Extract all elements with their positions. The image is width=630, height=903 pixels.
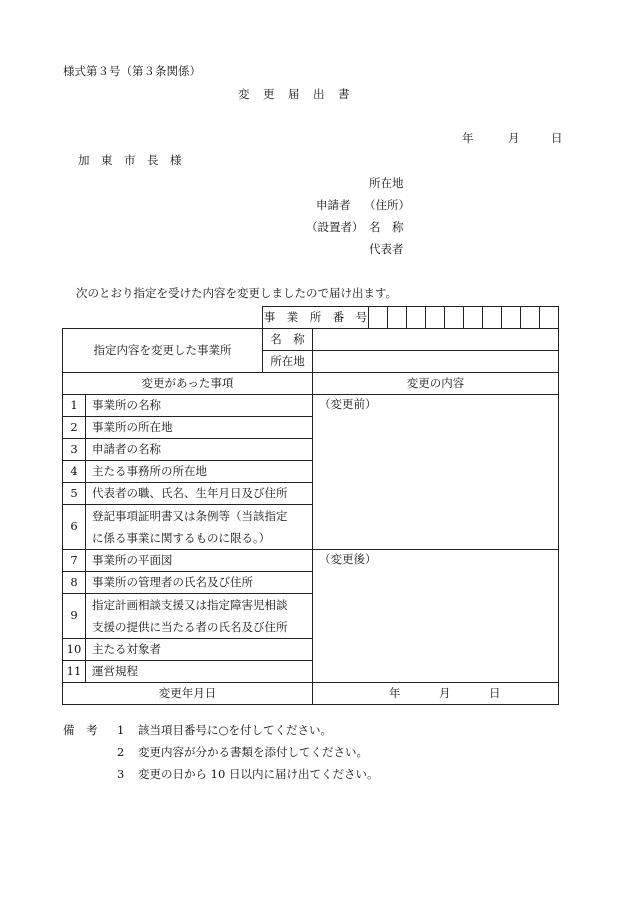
item-text: 主たる対象者 [86,639,313,661]
item-number[interactable]: 7 [63,550,86,572]
document-title: 変 更 届 出 書 [238,87,351,101]
item-text: 事業所の管理者の氏名及び住所 [86,572,313,594]
after-change-field[interactable] [313,550,559,683]
item-number[interactable]: 11 [63,661,86,683]
office-name-field[interactable] [313,329,559,351]
applicant-name-label: 名 称 [369,220,404,234]
item-text [86,505,313,550]
change-date-day: 日 [489,686,501,700]
item-text: 申請者の名称 [86,439,313,461]
item-text-line: 指定計画相談支援又は指定障害児相談 [92,598,288,612]
form-number: 様式第３号（第３条関係） [63,64,201,78]
note-text: 該当項目番号に○を付してください。 [138,723,333,737]
office-number-digit-box[interactable] [521,307,540,329]
item-text-line: 登記事項証明書又は条例等（当該指定 [92,509,288,523]
office-number-digit-box[interactable] [426,307,445,329]
office-number-digit-box[interactable] [388,307,407,329]
office-number-digit-box[interactable] [502,307,521,329]
installer-label: （設置者） [306,220,364,234]
item-number[interactable]: 9 [63,594,86,639]
before-change-field[interactable] [313,395,559,550]
applicant-label: 申請者 [316,198,351,212]
change-date-year: 年 [389,686,401,700]
date-month-label: 月 [508,131,520,145]
item-text: 運営規程 [86,661,313,683]
item-number[interactable]: 5 [63,483,86,505]
office-number-digit-box[interactable] [483,307,502,329]
blank-corner [63,307,263,329]
office-number-digit-box[interactable] [369,307,388,329]
after-change-label: （変更後） [319,552,377,566]
applicant-representative-label: 代表者 [369,242,404,256]
office-number-digit-box[interactable] [464,307,483,329]
note-number: 2 [117,745,125,759]
item-number[interactable]: 4 [63,461,86,483]
office-location-field[interactable] [313,351,559,373]
item-text: 主たる事務所の所在地 [86,461,313,483]
change-notification-table [62,306,559,705]
item-text-line: 支援の提供に当たる者の氏名及び住所 [92,620,288,634]
change-content-header: 変更の内容 [313,373,559,395]
item-number[interactable]: 3 [63,439,86,461]
item-text: 事業所の名称 [86,395,313,417]
note-text: 変更の日から 10 日以内に届け出てください。 [138,767,379,781]
office-number-digit-box[interactable] [540,307,559,329]
notes-label: 備 考 [63,723,98,737]
date-day-label: 日 [551,131,563,145]
note-number: 3 [117,767,125,781]
note-text: 変更内容が分かる書類を添付してください。 [138,745,368,759]
changed-items-header: 変更があった事項 [63,373,313,395]
office-number-digit-box[interactable] [445,307,464,329]
applicant-location-label: 所在地 [369,176,404,190]
item-number[interactable]: 8 [63,572,86,594]
before-change-label: （変更前） [319,397,377,411]
item-number[interactable]: 6 [63,505,86,550]
office-changed-label: 指定内容を変更した事業所 [63,329,263,373]
item-text: 代表者の職、氏名、生年月日及び住所 [86,483,313,505]
item-text: 事業所の所在地 [86,417,313,439]
change-date-field[interactable] [313,683,559,705]
office-number-digit-box[interactable] [407,307,426,329]
item-number[interactable]: 10 [63,639,86,661]
office-number-label: 事 業 所 番 号 [263,307,369,329]
applicant-address-label: （住所） [364,198,410,212]
item-number[interactable]: 1 [63,395,86,417]
item-number[interactable]: 2 [63,417,86,439]
intro-text: 次のとおり指定を受けた内容を変更しましたので届け出ます。 [76,286,398,300]
office-name-label: 名 称 [263,329,313,351]
office-location-label: 所在地 [263,351,313,373]
item-text [86,594,313,639]
addressee: 加 東 市 長 様 [78,153,182,167]
change-date-label: 変更年月日 [63,683,313,705]
item-text-line: に係る事業に関するものに限る。） [92,531,271,545]
note-number: 1 [117,723,125,737]
item-text: 事業所の平面図 [86,550,313,572]
change-date-month: 月 [439,686,451,700]
date-year-label: 年 [462,131,474,145]
